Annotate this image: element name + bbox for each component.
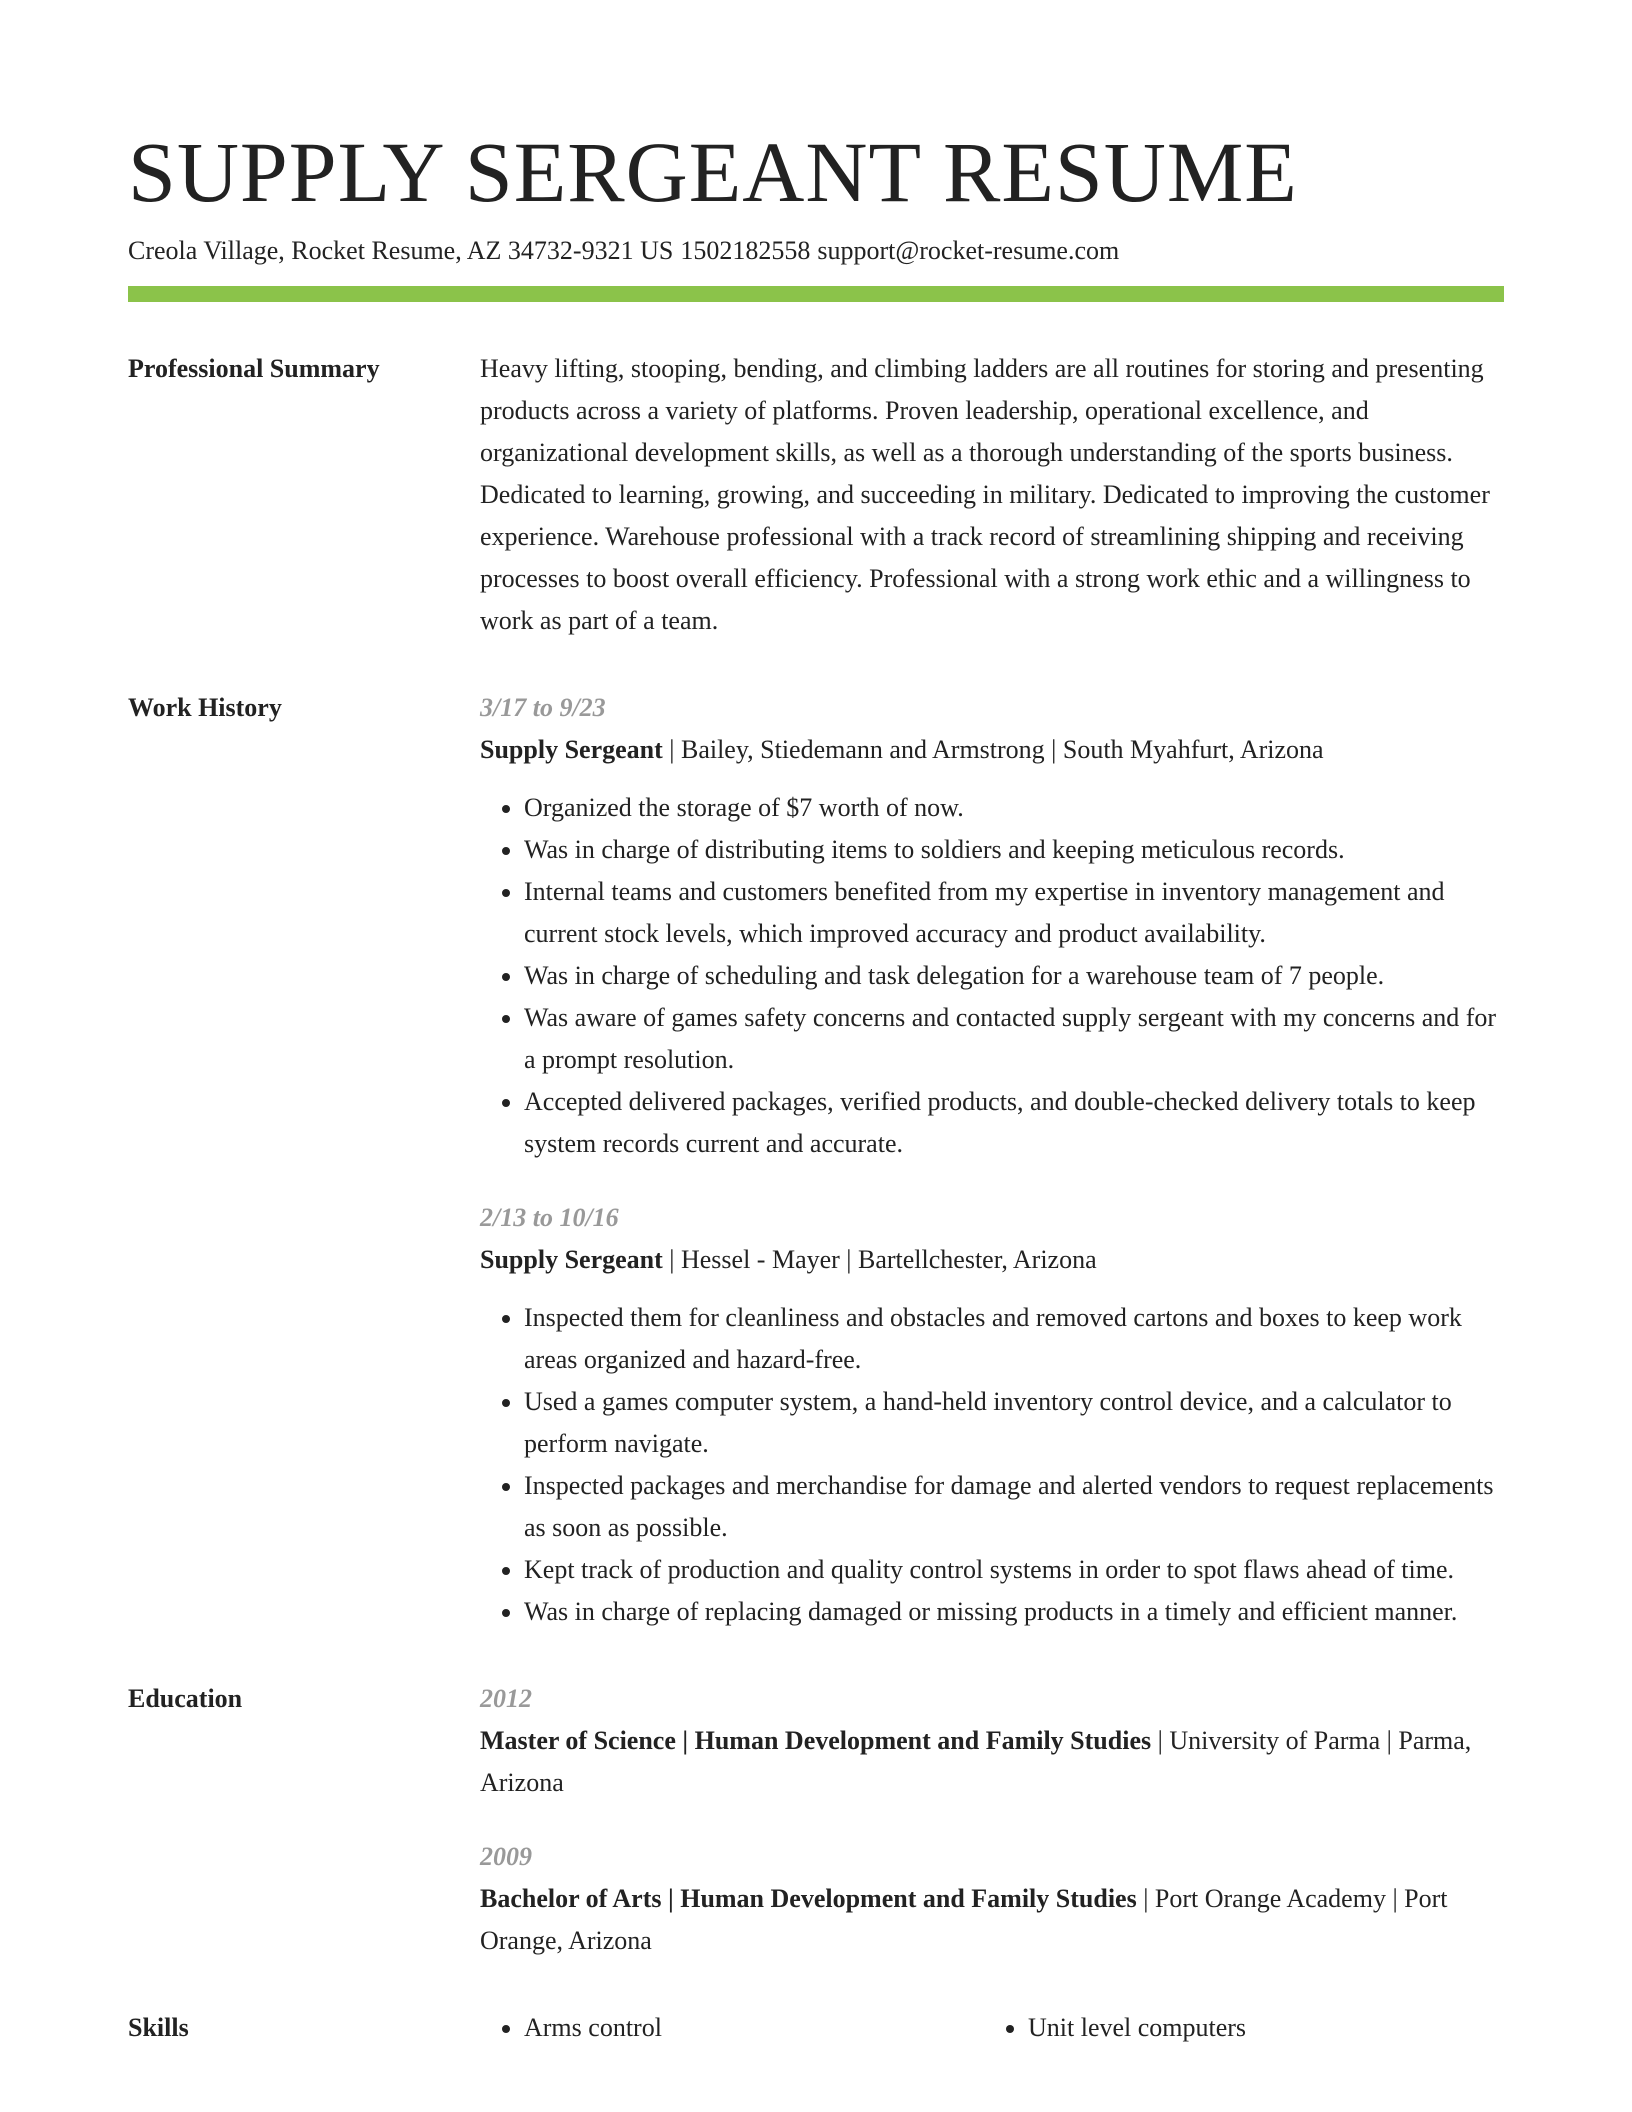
work-history-label: Work History (128, 693, 282, 722)
education-year: 2012 (480, 1684, 532, 1713)
skills-section (128, 2014, 1504, 2049)
job-entry (480, 687, 1504, 1165)
job-bullet: • Was in charge of scheduling and task delegation for a warehouse team of 7 people. (524, 955, 1504, 997)
job-bullets (480, 1297, 1504, 1633)
work-history-section (128, 694, 1504, 1633)
education-details: | University of Parma | Parma, Arizona (480, 1726, 1472, 1797)
job-bullet: • Internal teams and customers benefited from my expertise in inventory management and current stock levels, which improved accuracy and product availability. (524, 871, 1504, 955)
job-dates: 2/13 to 10/16 (480, 1203, 619, 1232)
job-role-line (480, 729, 1504, 771)
job-details: | Bailey, Stiedemann and Armstrong | South Myahfurt, Arizona (662, 735, 1324, 764)
job-title: Supply Sergeant (480, 1245, 663, 1274)
education-entry (480, 1836, 1504, 1962)
job-entry (480, 1197, 1504, 1633)
education-year: 2009 (480, 1842, 532, 1871)
education-section (128, 1685, 1504, 1962)
job-bullet: • Was aware of games safety concerns and contacted supply sergeant with my concerns and for a prompt resolution. (524, 997, 1504, 1081)
job-bullet: • Organized the storage of $7 worth of now. (524, 787, 1504, 829)
contact-phone: 1502182558 (680, 236, 811, 265)
job-role-line (480, 1239, 1504, 1281)
job-bullet: • Accepted delivered packages, verified products, and double-checked delivery totals to keep system records current and accurate. (524, 1081, 1504, 1165)
contact-email: support@rocket-resume.com (817, 236, 1120, 265)
education-entry (480, 1678, 1504, 1804)
job-bullet: • Was in charge of replacing damaged or missing products in a timely and efficient manner. (524, 1591, 1504, 1633)
education-degree: Master of Science | Human Development and Family Studies (480, 1726, 1152, 1755)
job-title: Supply Sergeant (480, 735, 663, 764)
skills-label: Skills (128, 2013, 189, 2042)
contact-line (128, 234, 1504, 268)
job-dates: 3/17 to 9/23 (480, 693, 606, 722)
summary-label: Professional Summary (128, 354, 380, 383)
job-bullet: • Kept track of production and quality control systems in order to spot flaws ahead of time. (524, 1549, 1504, 1591)
job-bullet: • Inspected packages and merchandise for damage and alerted vendors to request replacements as soon as possible. (524, 1465, 1504, 1549)
job-details: | Hessel - Mayer | Bartellchester, Arizona (662, 1245, 1097, 1274)
skills-list-left (480, 2007, 984, 2049)
skill-item: • Arms control (524, 2007, 984, 2049)
job-bullet: • Was in charge of distributing items to soldiers and keeping meticulous records. (524, 829, 1504, 871)
education-details: | Port Orange Academy | Port Orange, Arizona (480, 1884, 1448, 1955)
education-line (480, 1878, 1504, 1962)
skills-columns (480, 2007, 1504, 2049)
skill-item: • Unit level computers (1028, 2007, 1488, 2049)
summary-section (128, 355, 1504, 642)
education-label: Education (128, 1684, 243, 1713)
job-bullets (480, 787, 1504, 1165)
education-degree: Bachelor of Arts | Human Development and Family Studies (480, 1884, 1137, 1913)
contact-address: Creola Village, Rocket Resume, AZ 34732-9321 US (128, 236, 674, 265)
job-bullet: • Used a games computer system, a hand-held inventory control device, and a calculator to perform navigate. (524, 1381, 1504, 1465)
summary-text: Heavy lifting, stooping, bending, and climbing ladders are all routines for storing and presenting products across a variety of platforms. Proven leadership, operational excellence, and organizational development skills, as well as a thorough understanding of the sports business. Dedicated to learning, growing, and succeeding in military. Dedicated to improving the customer experience. Warehouse professional with a track record of streamlining shipping and receiving processes to boost overall efficiency. Professional with a strong work ethic and a willingness to work as part of a team. (480, 354, 1490, 635)
header-divider (128, 286, 1504, 302)
resume-page (128, 0, 1504, 2049)
job-bullet: • Inspected them for cleanliness and obstacles and removed cartons and boxes to keep work areas organized and hazard-free. (524, 1297, 1504, 1381)
skills-list-right (984, 2007, 1488, 2049)
resume-title: SUPPLY SERGEANT RESUME (128, 124, 1298, 220)
education-line (480, 1720, 1504, 1804)
